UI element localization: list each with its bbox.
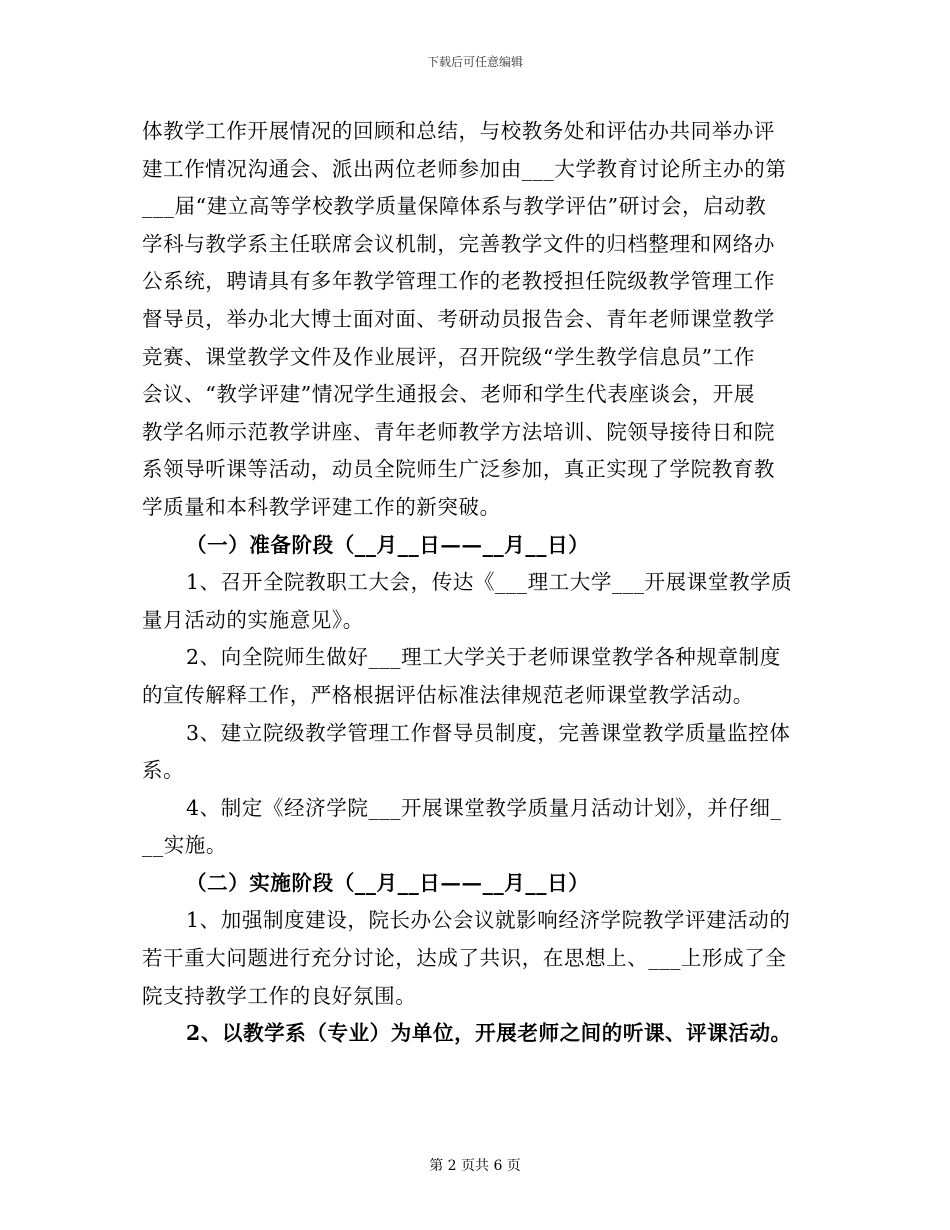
text-line: ___届“建立高等学校教学质量保障体系与教学评估”研讨会，启动教	[142, 194, 767, 219]
text-line: 院支持教学工作的良好氛围。	[142, 983, 417, 1008]
text-line: 的宣传解释工作，严格根据评估标准法律规范老师课堂教学活动。	[142, 682, 754, 707]
section-heading-preparation: （一）准备阶段（__月__日——__月__日）	[186, 532, 590, 557]
item-2-1	[142, 902, 808, 1015]
item-1-2	[142, 639, 808, 714]
text-line: 1、加强制度建设，院长办公会议就影响经济学院教学评建活动的	[186, 908, 791, 933]
intro-paragraph	[142, 113, 808, 527]
text-line: 3、建立院级教学管理工作督导员制度，完善课堂教学质量监控体	[186, 720, 791, 745]
text-line: 4、制定《经济学院___开展课堂教学质量月活动计划》，并仔细_	[186, 795, 782, 820]
text-line: 系。	[142, 758, 185, 783]
text-line: 教学名师示范教学讲座、青年老师教学方法培训、院领导接待日和院	[142, 419, 775, 444]
header-note: 下载后可任意编辑	[426, 55, 523, 69]
item-2-2: 2、以教学系（专业）为单位，开展老师之间的听课、评课活动。	[186, 1021, 792, 1046]
item-1-4	[142, 790, 808, 865]
text-line: 公系统，聘请具有多年教学管理工作的老教授担任院级教学管理工作	[142, 269, 775, 294]
text-line: 竞赛、课堂教学文件及作业展评，召开院级“学生教学信息员”工作	[142, 344, 755, 369]
text-line: 学科与教学系主任联席会议机制，完善教学文件的归档整理和网络办	[142, 231, 775, 256]
text-line: __实施。	[142, 833, 227, 858]
section-heading-implementation: （二）实施阶段（__月__日——__月__日）	[186, 870, 590, 895]
item-1-1	[142, 564, 808, 639]
text-line: 学质量和本科教学评建工作的新突破。	[142, 494, 501, 519]
text-line: 会议、“教学评建”情况学生通报会、老师和学生代表座谈会，开展	[142, 382, 755, 407]
text-line: 系领导听课等活动，动员全院师生广泛参加，真正实现了学院教育教	[142, 457, 775, 482]
text-line: 建工作情况沟通会、派出两位老师参加由___大学教育讨论所主办的第	[142, 156, 787, 181]
item-1-3	[142, 715, 808, 790]
text-line: 量月活动的实施意见》。	[142, 607, 364, 632]
document-body	[142, 113, 808, 1053]
text-line: 2、向全院师生做好___理工大学关于老师课堂教学各种规章制度	[186, 645, 781, 670]
text-line: 体教学工作开展情况的回顾和总结，与校教务处和评估办共同举办评	[142, 119, 775, 143]
text-line: 1、召开全院教职工大会，传达《___理工大学___开展课堂教学质	[186, 570, 793, 595]
page-number: 第 2 页共 6 页	[429, 1158, 521, 1174]
text-line: 督导员，举办北大博士面对面、考研动员报告会、青年老师课堂教学	[142, 306, 775, 331]
text-line: 若干重大问题进行充分讨论，达成了共识，在思想上、___上形成了全	[142, 946, 787, 971]
